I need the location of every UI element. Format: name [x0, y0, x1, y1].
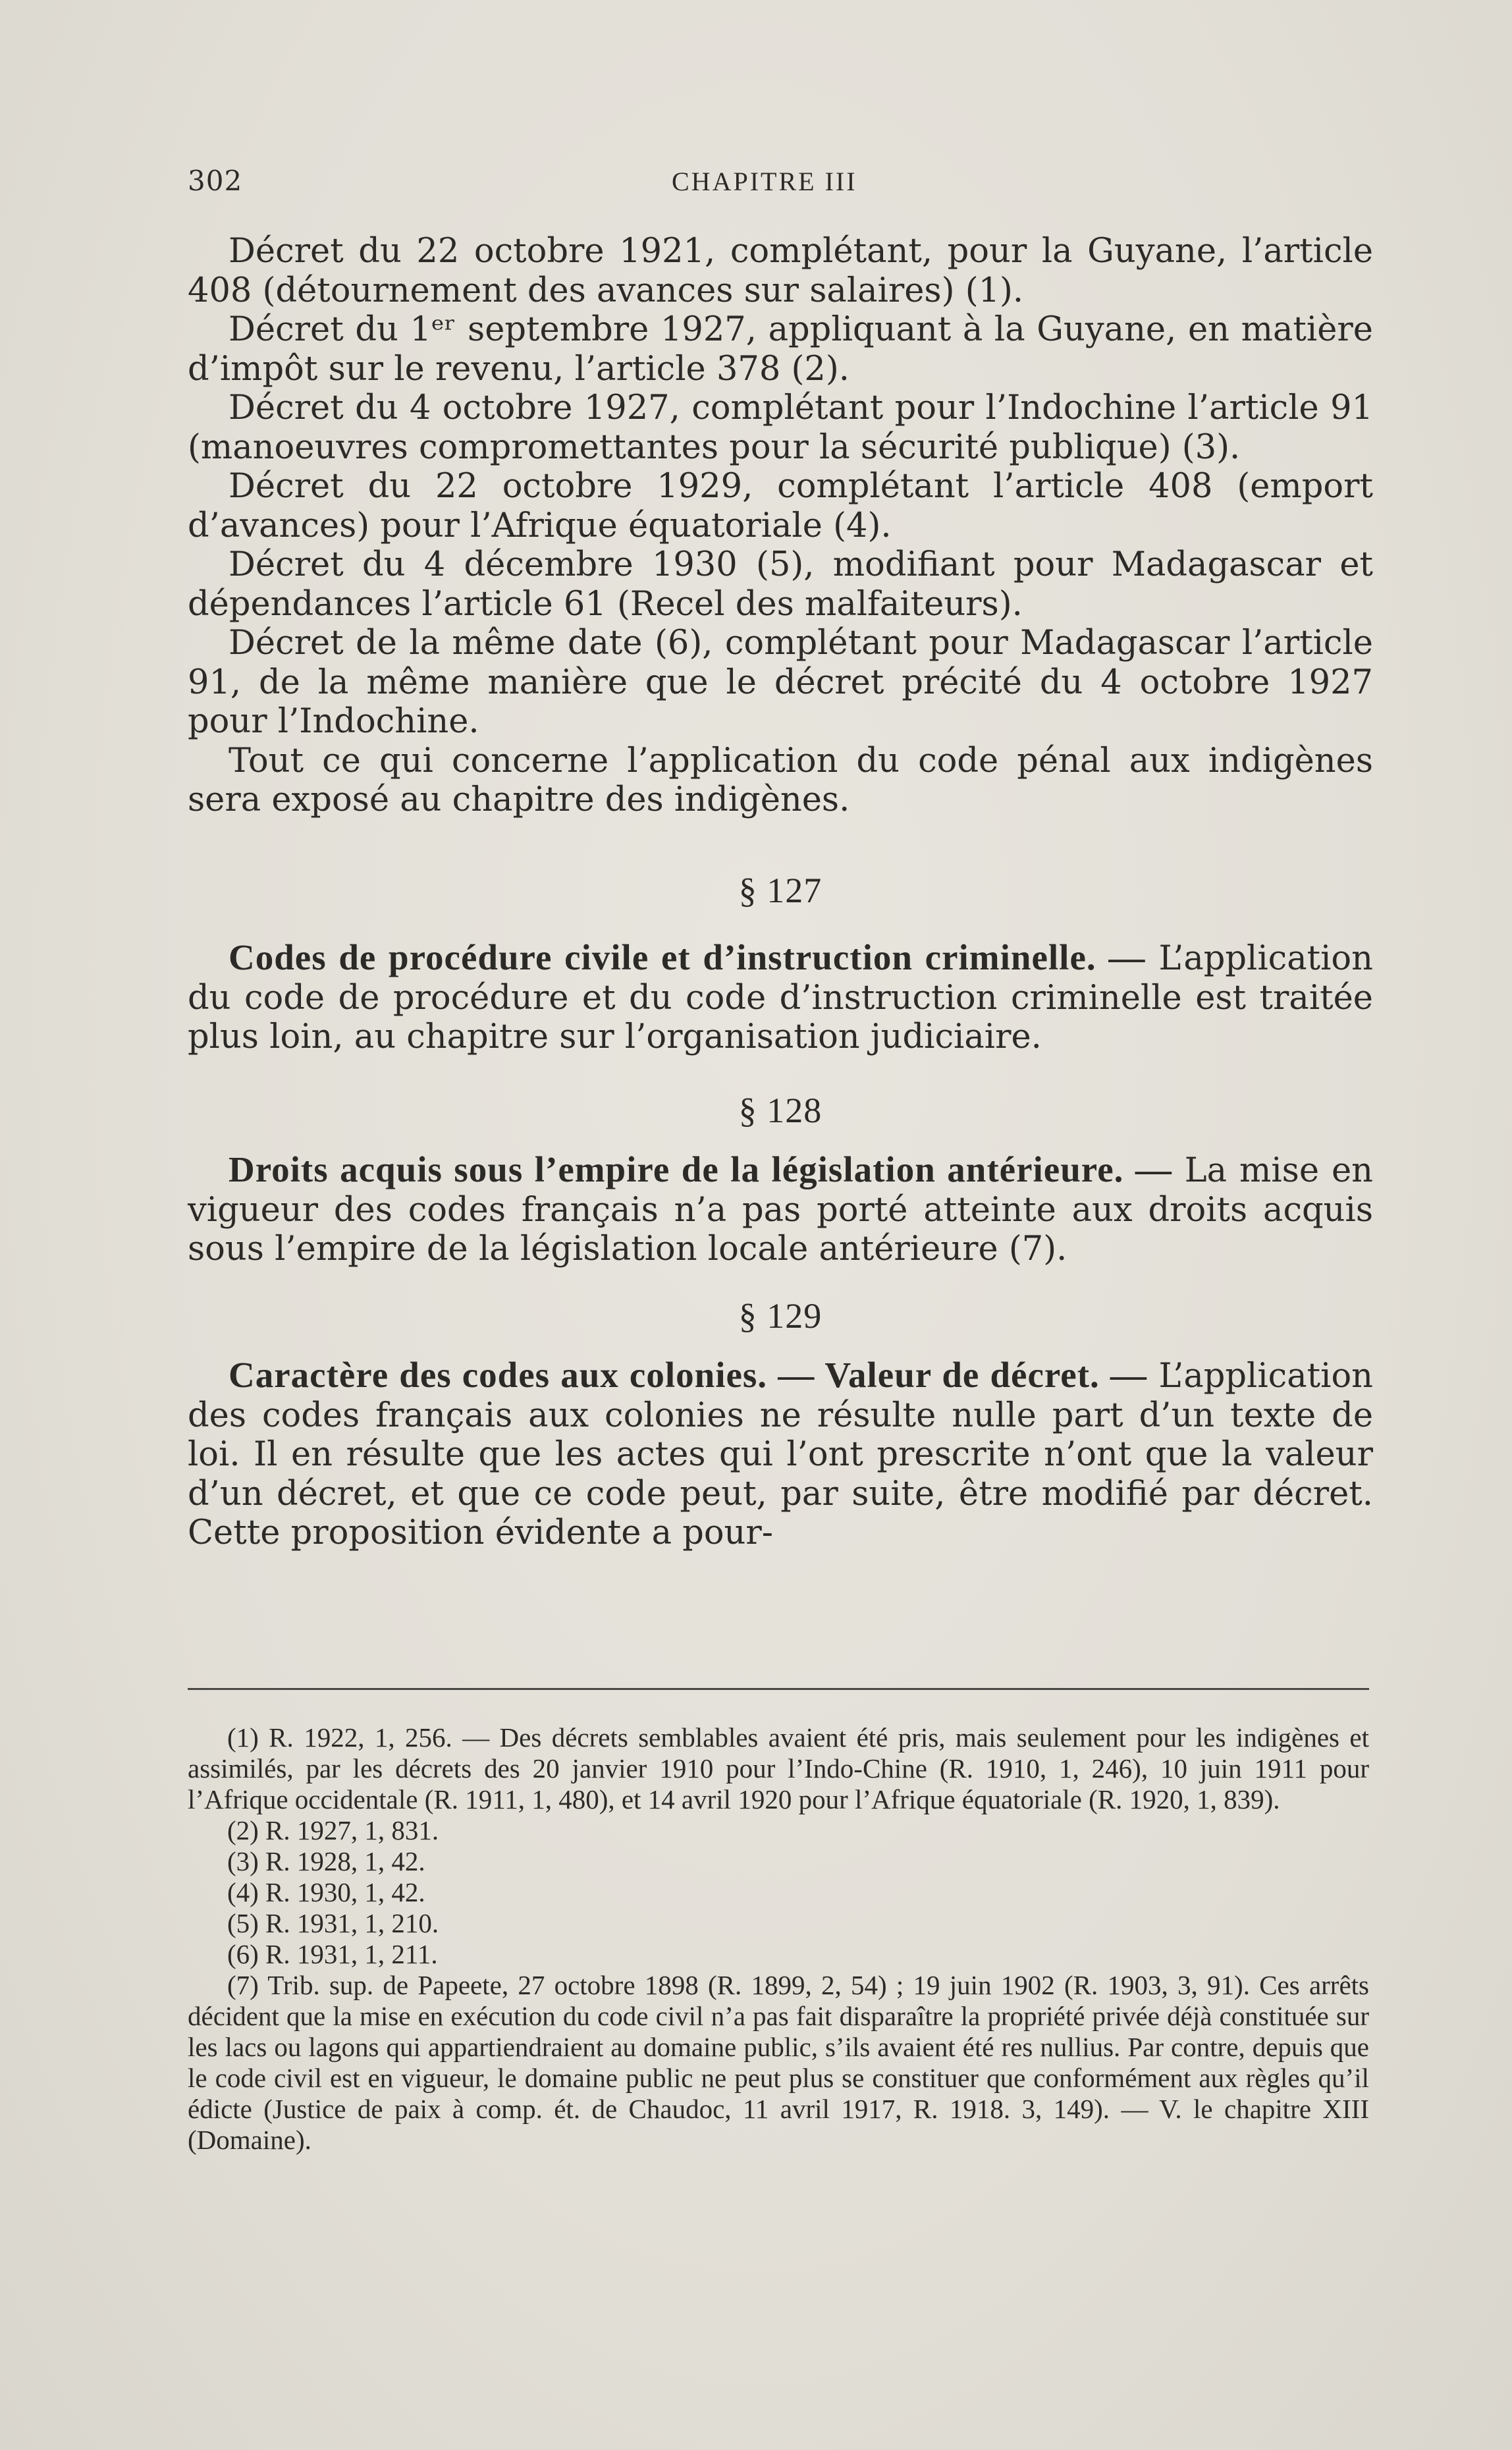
section-127-text: L’application du code de procédure et du code d’instruction criminelle est traitée plus loin, au chapitre sur l’organisation judiciaire. — [188, 939, 1373, 1056]
footnote: (1) R. 1922, 1, 256. — Des décrets semblables avaient été pris, mais seulement pour les indigènes et assimilés, par les décrets des 20 janvier 1910 pour l’Indo-Chine (R. 1910, 1, 246), 10 juin 1911 pour l’Afrique occidentale (R. 1911, 1, 480), et 14 avril 1920 pour l’Afrique équatoriale (R. 1920, 1, 839). — [188, 1722, 1369, 1814]
footnote: (3) R. 1928, 1, 42. — [227, 1846, 425, 1876]
footnote-rule — [188, 1688, 1369, 1690]
footnote: (5) R. 1931, 1, 210. — [227, 1908, 439, 1938]
footnote: (2) R. 1927, 1, 831. — [227, 1815, 439, 1845]
section-128-heading: Droits acquis sous l’empire de la législation antérieure. — — [229, 1149, 1172, 1189]
section-128-paragraph — [188, 1150, 1373, 1269]
page-number: 302 — [188, 165, 243, 197]
running-head: CHAPITRE III — [672, 167, 857, 196]
section-127-paragraph — [188, 938, 1373, 1057]
decree-paragraph: Décret du 4 décembre 1930 (5), modifiant pour Madagascar et dépendances l’article 61 (Recel des malfaiteurs). — [188, 545, 1373, 624]
decree-paragraph: Décret du 22 octobre 1929, complétant l’article 408 (emport d’avances) pour l’Afrique équatoriale (4). — [188, 467, 1373, 545]
section-129-text: L’application des codes français aux colonies ne résulte nulle part d’un texte de loi. Il en résulte que les actes qui l’ont prescrite n’ont que la valeur d’un décret, et que ce code peut, par suite, être modifié par décret. Cette proposition évidente a pour- — [188, 1357, 1373, 1552]
section-128-text: La mise en vigueur des codes français n’a pas porté atteinte aux droits acquis sous l’empire de la législation locale antérieure (7). — [188, 1151, 1373, 1268]
closing-paragraph: Tout ce qui concerne l’application du code pénal aux indigènes sera exposé au chapitre des indigènes. — [188, 741, 1373, 819]
decree-paragraph: Décret du 22 octobre 1921, complétant, pour la Guyane, l’article 408 (détournement des avances sur salaires) (1). — [188, 232, 1373, 310]
section-129-paragraph — [188, 1355, 1373, 1553]
main-text — [188, 232, 1373, 1553]
decree-paragraph: Décret du 4 octobre 1927, complétant pour l’Indochine l’article 91 (manoeuvres compromettantes pour la sécurité publique) (3). — [188, 389, 1373, 467]
section-128-number: § 128 — [738, 1090, 823, 1130]
decree-paragraph: Décret du 1ᵉʳ septembre 1927, appliquant à la Guyane, en matière d’impôt sur le revenu, l’article 378 (2). — [188, 310, 1373, 389]
footnote: (7) Trib. sup. de Papeete, 27 octobre 1898 (R. 1899, 2, 54) ; 19 juin 1902 (R. 1903, 3, 91). Ces arrêts décident que la mise en exécution du code civil n’a pas fait disparaître la propriété privée déjà constituée sur les lacs ou lagons qui appartiendraient au domaine public, s’ils avaient été res nullius. Par contre, depuis que le code civil est en vigueur, le domaine public ne peut plus se constituer que conformément aux règles qu’il édicte (Justice de paix à comp. ét. de Chaudoc, 11 avril 1917, R. 1918. 3, 149). — V. le chapitre XIII (Domaine). — [188, 1970, 1369, 2155]
page-header — [188, 165, 1373, 204]
section-127-number: § 127 — [738, 870, 823, 910]
section-127-heading: Codes de procédure civile et d’instruction criminelle. — — [229, 937, 1146, 977]
section-129-heading: Caractère des codes aux colonies. — Valeur de décret. — — [229, 1355, 1147, 1395]
footnote: (6) R. 1931, 1, 211. — [227, 1939, 438, 1969]
footnote: (4) R. 1930, 1, 42. — [227, 1877, 425, 1907]
decree-paragraph: Décret de la même date (6), complétant pour Madagascar l’article 91, de la même manière que le décret précité du 4 octobre 1927 pour l’Indochine. — [188, 624, 1373, 741]
footnotes — [188, 1722, 1369, 2156]
section-129-number: § 129 — [738, 1295, 823, 1336]
